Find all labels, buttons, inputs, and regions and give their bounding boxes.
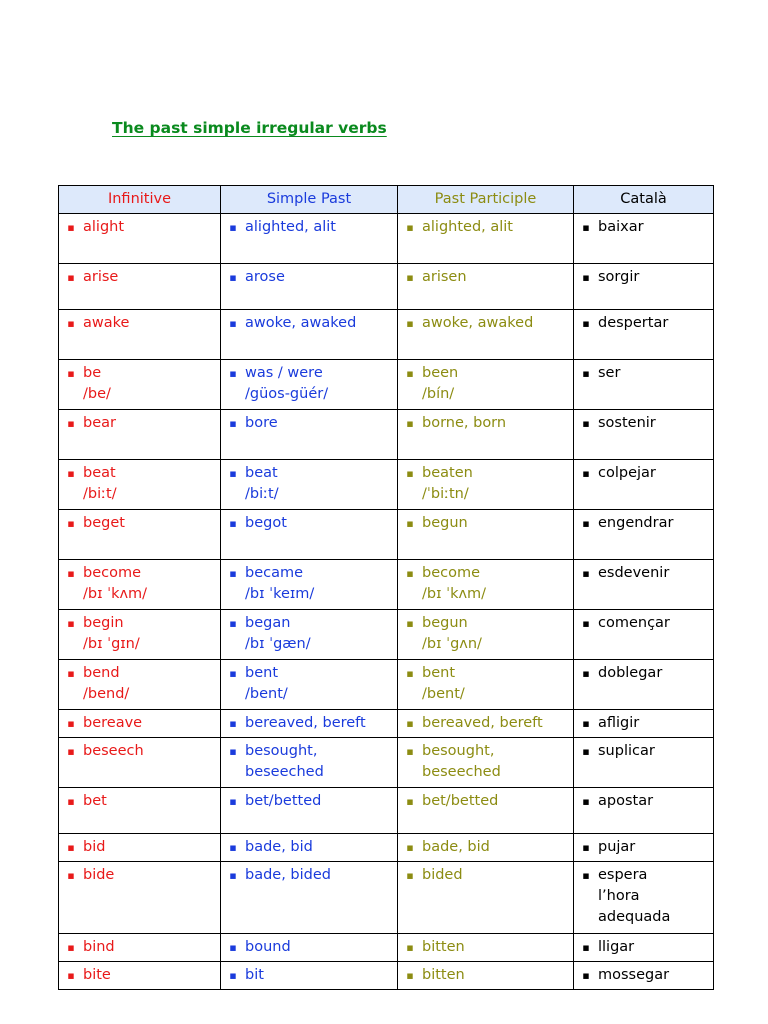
simple-past-cell	[221, 264, 398, 310]
past-participle-cell	[398, 610, 574, 660]
bullet-icon: ▪	[582, 667, 590, 680]
infinitive-cell	[59, 934, 221, 962]
catala-cell	[574, 934, 714, 962]
table-row	[59, 610, 714, 660]
bullet-icon: ▪	[67, 467, 75, 480]
table-row	[59, 410, 714, 460]
catala-cell	[574, 834, 714, 862]
catala-cell	[574, 214, 714, 264]
bullet-icon: ▪	[406, 417, 414, 430]
past-participle-cell	[398, 560, 574, 610]
verb-text: sorgir	[598, 269, 640, 285]
verb-text: bend /bend/	[83, 665, 130, 702]
verb-text: afligir	[598, 715, 640, 731]
bullet-icon: ▪	[582, 795, 590, 808]
verb-text: bit	[245, 967, 264, 983]
bullet-icon: ▪	[229, 567, 237, 580]
simple-past-cell	[221, 934, 398, 962]
bullet-icon: ▪	[582, 221, 590, 234]
verb-text: beat /biːt/	[245, 465, 279, 502]
bullet-icon: ▪	[582, 567, 590, 580]
bullet-icon: ▪	[406, 795, 414, 808]
catala-cell	[574, 862, 714, 934]
verb-text: baixar	[598, 219, 644, 235]
bullet-icon: ▪	[67, 367, 75, 380]
infinitive-cell	[59, 710, 221, 738]
verb-text: despertar	[598, 315, 669, 331]
verb-text: begun	[422, 515, 468, 531]
verb-text: bear	[83, 415, 116, 431]
past-participle-cell	[398, 862, 574, 934]
verb-text: bide	[83, 867, 115, 883]
verb-text: beat /biːt/	[83, 465, 117, 502]
bullet-icon: ▪	[406, 467, 414, 480]
verb-text: arose	[245, 269, 285, 285]
bullet-icon: ▪	[229, 841, 237, 854]
catala-cell	[574, 460, 714, 510]
verb-text: bided	[422, 867, 463, 883]
past-participle-cell	[398, 214, 574, 264]
table-row	[59, 738, 714, 788]
bullet-icon: ▪	[67, 221, 75, 234]
verb-text: be /be/	[83, 365, 111, 402]
bullet-icon: ▪	[406, 745, 414, 758]
verb-text: awoke, awaked	[245, 315, 357, 331]
past-participle-cell	[398, 834, 574, 862]
verb-text: borne, born	[422, 415, 507, 431]
verb-text: begun /bɪ ˈgʌn/	[422, 615, 482, 652]
bullet-icon: ▪	[67, 417, 75, 430]
bullet-icon: ▪	[229, 869, 237, 882]
bullet-icon: ▪	[582, 717, 590, 730]
bullet-icon: ▪	[406, 221, 414, 234]
bullet-icon: ▪	[67, 869, 75, 882]
bullet-icon: ▪	[67, 795, 75, 808]
bullet-icon: ▪	[67, 969, 75, 982]
bullet-icon: ▪	[582, 367, 590, 380]
verb-text: beseech	[83, 743, 144, 759]
bullet-icon: ▪	[582, 869, 590, 882]
infinitive-cell	[59, 360, 221, 410]
verb-text: bereaved, bereft	[245, 715, 366, 731]
verb-text: esdevenir	[598, 565, 670, 581]
infinitive-cell	[59, 788, 221, 834]
verb-text: bereaved, bereft	[422, 715, 543, 731]
simple-past-cell	[221, 710, 398, 738]
bullet-icon: ▪	[406, 367, 414, 380]
infinitive-cell	[59, 460, 221, 510]
bullet-icon: ▪	[67, 617, 75, 630]
verb-text: bid	[83, 839, 106, 855]
simple-past-cell	[221, 310, 398, 360]
page-title: The past simple irregular verbs	[112, 119, 387, 137]
bullet-icon: ▪	[229, 221, 237, 234]
infinitive-cell	[59, 660, 221, 710]
verb-text: bet	[83, 793, 107, 809]
simple-past-cell	[221, 660, 398, 710]
verb-text: awake	[83, 315, 130, 331]
bullet-icon: ▪	[582, 969, 590, 982]
verb-text: became /bɪ ˈkeɪm/	[245, 565, 315, 602]
bullet-icon: ▪	[67, 517, 75, 530]
table-row	[59, 934, 714, 962]
simple-past-cell	[221, 862, 398, 934]
table-row	[59, 862, 714, 934]
bullet-icon: ▪	[229, 271, 237, 284]
verb-text: besought, beseeched	[422, 743, 501, 780]
verb-text: mossegar	[598, 967, 670, 983]
verb-text: beaten /ˈbiːtn/	[422, 465, 473, 502]
infinitive-cell	[59, 962, 221, 990]
bullet-icon: ▪	[67, 745, 75, 758]
bullet-icon: ▪	[582, 941, 590, 954]
verb-text: begin /bɪ ˈgɪn/	[83, 615, 140, 652]
bullet-icon: ▪	[406, 317, 414, 330]
verb-text: bade, bid	[245, 839, 313, 855]
verb-text: bitten	[422, 967, 465, 983]
bullet-icon: ▪	[229, 795, 237, 808]
verb-text: bore	[245, 415, 278, 431]
table-row	[59, 710, 714, 738]
simple-past-cell	[221, 360, 398, 410]
verb-text: començar	[598, 615, 670, 631]
simple-past-cell	[221, 460, 398, 510]
infinitive-cell	[59, 560, 221, 610]
catala-cell	[574, 360, 714, 410]
verb-text: doblegar	[598, 665, 663, 681]
simple-past-cell	[221, 610, 398, 660]
table-row	[59, 264, 714, 310]
verb-text: apostar	[598, 793, 654, 809]
table-row	[59, 460, 714, 510]
verb-text: bite	[83, 967, 111, 983]
verb-text: bet/betted	[245, 793, 322, 809]
bullet-icon: ▪	[67, 667, 75, 680]
past-participle-cell	[398, 962, 574, 990]
table-row	[59, 834, 714, 862]
past-participle-cell	[398, 934, 574, 962]
infinitive-cell	[59, 214, 221, 264]
bullet-icon: ▪	[67, 271, 75, 284]
verb-text: bent /bent/	[245, 665, 288, 702]
verb-text: alighted, alit	[245, 219, 336, 235]
catala-cell	[574, 510, 714, 560]
infinitive-cell	[59, 410, 221, 460]
verb-text: bent /bent/	[422, 665, 465, 702]
bullet-icon: ▪	[582, 745, 590, 758]
bullet-icon: ▪	[67, 317, 75, 330]
catala-cell	[574, 560, 714, 610]
verb-text: sostenir	[598, 415, 656, 431]
bullet-icon: ▪	[229, 417, 237, 430]
catala-cell	[574, 710, 714, 738]
past-participle-cell	[398, 788, 574, 834]
bullet-icon: ▪	[67, 717, 75, 730]
bullet-icon: ▪	[67, 941, 75, 954]
bullet-icon: ▪	[406, 841, 414, 854]
bullet-icon: ▪	[406, 517, 414, 530]
header-infinitive: Infinitive	[59, 186, 221, 214]
header-row	[59, 186, 714, 214]
table-row	[59, 360, 714, 410]
past-participle-cell	[398, 710, 574, 738]
bullet-icon: ▪	[229, 517, 237, 530]
bullet-icon: ▪	[229, 667, 237, 680]
bullet-icon: ▪	[229, 617, 237, 630]
header-simple-past: Simple Past	[221, 186, 398, 214]
verb-text: was / were /güos-güér/	[245, 365, 329, 402]
infinitive-cell	[59, 738, 221, 788]
bullet-icon: ▪	[229, 467, 237, 480]
verb-text: bade, bided	[245, 867, 331, 883]
verb-text: espera l’hora adequada	[598, 867, 671, 925]
bullet-icon: ▪	[406, 567, 414, 580]
simple-past-cell	[221, 214, 398, 264]
bullet-icon: ▪	[67, 567, 75, 580]
table-row	[59, 660, 714, 710]
simple-past-cell	[221, 962, 398, 990]
verb-text: become /bɪ ˈkʌm/	[83, 565, 148, 602]
bullet-icon: ▪	[582, 617, 590, 630]
bullet-icon: ▪	[229, 969, 237, 982]
verb-text: colpejar	[598, 465, 656, 481]
verb-text: bade, bid	[422, 839, 490, 855]
verb-text: been /bín/	[422, 365, 459, 402]
bullet-icon: ▪	[582, 467, 590, 480]
bullet-icon: ▪	[406, 617, 414, 630]
bullet-icon: ▪	[406, 667, 414, 680]
catala-cell	[574, 610, 714, 660]
table-row	[59, 214, 714, 264]
past-participle-cell	[398, 360, 574, 410]
verb-text: alighted, alit	[422, 219, 513, 235]
infinitive-cell	[59, 310, 221, 360]
bullet-icon: ▪	[406, 941, 414, 954]
verb-text: alight	[83, 219, 125, 235]
catala-cell	[574, 310, 714, 360]
table-row	[59, 560, 714, 610]
verb-text: begot	[245, 515, 287, 531]
verb-text: engendrar	[598, 515, 674, 531]
past-participle-cell	[398, 738, 574, 788]
verb-text: lligar	[598, 939, 635, 955]
verb-text: began /bɪ ˈgæn/	[245, 615, 311, 652]
bullet-icon: ▪	[406, 969, 414, 982]
verb-text: bound	[245, 939, 291, 955]
table-row	[59, 310, 714, 360]
simple-past-cell	[221, 510, 398, 560]
infinitive-cell	[59, 510, 221, 560]
verb-text: bind	[83, 939, 115, 955]
verb-text: ser	[598, 365, 621, 381]
simple-past-cell	[221, 834, 398, 862]
bullet-icon: ▪	[229, 367, 237, 380]
bullet-icon: ▪	[582, 317, 590, 330]
verb-text: become /bɪ ˈkʌm/	[422, 565, 487, 602]
catala-cell	[574, 660, 714, 710]
bullet-icon: ▪	[406, 869, 414, 882]
bullet-icon: ▪	[582, 271, 590, 284]
bullet-icon: ▪	[406, 717, 414, 730]
table-row	[59, 788, 714, 834]
bullet-icon: ▪	[406, 271, 414, 284]
bullet-icon: ▪	[229, 317, 237, 330]
verb-text: bitten	[422, 939, 465, 955]
verb-text: pujar	[598, 839, 636, 855]
past-participle-cell	[398, 264, 574, 310]
past-participle-cell	[398, 510, 574, 560]
verb-text: bet/betted	[422, 793, 499, 809]
simple-past-cell	[221, 560, 398, 610]
bullet-icon: ▪	[582, 517, 590, 530]
catala-cell	[574, 264, 714, 310]
verb-text: awoke, awaked	[422, 315, 534, 331]
infinitive-cell	[59, 862, 221, 934]
infinitive-cell	[59, 264, 221, 310]
header-catala: Català	[574, 186, 714, 214]
past-participle-cell	[398, 660, 574, 710]
bullet-icon: ▪	[67, 841, 75, 854]
past-participle-cell	[398, 460, 574, 510]
catala-cell	[574, 788, 714, 834]
bullet-icon: ▪	[229, 745, 237, 758]
verb-text: arisen	[422, 269, 467, 285]
table-row	[59, 962, 714, 990]
verb-text: besought, beseeched	[245, 743, 324, 780]
verb-text: beget	[83, 515, 125, 531]
verb-text: suplicar	[598, 743, 655, 759]
verb-text: bereave	[83, 715, 143, 731]
bullet-icon: ▪	[229, 941, 237, 954]
bullet-icon: ▪	[229, 717, 237, 730]
simple-past-cell	[221, 410, 398, 460]
catala-cell	[574, 410, 714, 460]
catala-cell	[574, 962, 714, 990]
simple-past-cell	[221, 788, 398, 834]
simple-past-cell	[221, 738, 398, 788]
verb-text: arise	[83, 269, 119, 285]
past-participle-cell	[398, 410, 574, 460]
header-past-participle: Past Participle	[398, 186, 574, 214]
verbs-table	[58, 185, 714, 990]
bullet-icon: ▪	[582, 841, 590, 854]
bullet-icon: ▪	[582, 417, 590, 430]
infinitive-cell	[59, 834, 221, 862]
table-row	[59, 510, 714, 560]
infinitive-cell	[59, 610, 221, 660]
past-participle-cell	[398, 310, 574, 360]
catala-cell	[574, 738, 714, 788]
